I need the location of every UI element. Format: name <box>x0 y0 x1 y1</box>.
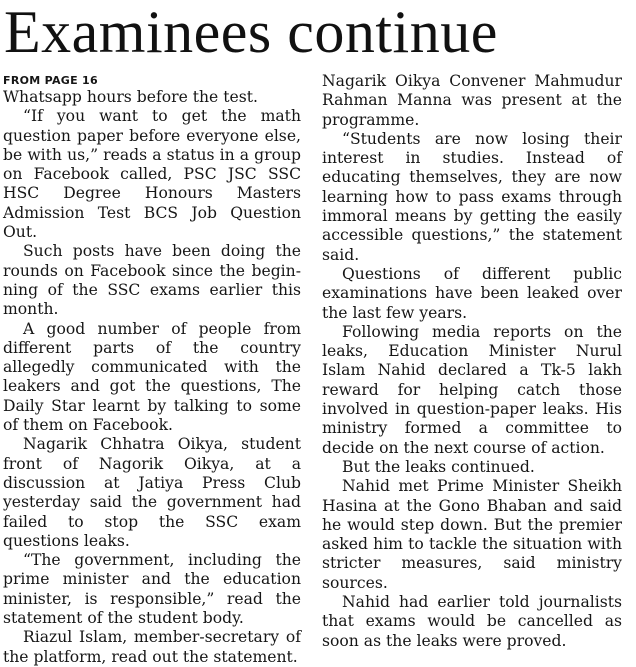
paragraph: Nahid met Prime Minister Sheikh Hasina at the Gono Bhaban and said he would step down. But the premier asked him to tackle the situation with stricter measures, said ministry sources. <box>322 477 622 592</box>
paragraph: A good number of people from different parts of the country allegedly communicated with the leakers and got the questions, The Daily Star learnt by talking to some of them on Facebook. <box>3 319 301 435</box>
paragraph: Nahid had earlier told journalists that exams would be cancelled as soon as the leaks were proved. <box>322 593 622 650</box>
article-column-right <box>322 72 622 651</box>
paragraph: Whatsapp hours before the test. <box>3 88 258 106</box>
paragraph: “Students are now losing their interest in studies. Instead of educating themselves, they are now learning how to pass exams through immoral means by getting the easily accessible questions,” the statement said. <box>322 129 622 264</box>
headline: Examinees continue <box>4 0 498 65</box>
paragraph: “If you want to get the math question paper before everyone else, be with us,” reads a status in a group on Facebook called, PSC JSC SSC HSC Degree Honours Masters Admission Test BCS Job Question Out. <box>3 107 301 242</box>
paragraph: But the leaks continued. <box>342 457 535 476</box>
paragraph: Such posts have been doing the rounds on Facebook since the beginning of the SSC exams earlier this month. <box>3 242 301 319</box>
article-column-left <box>3 72 301 667</box>
paragraph: Nagarik Chhatra Oikya, student front of Nagorik Oikya, at a discussion at Jatiya Press Club yesterday said the government had failed to stop the SSC exam questions leaks. <box>3 435 301 550</box>
paragraph: Nagarik Oikya Convener Mahmudur Rahman Manna was present at the programme. <box>322 72 622 129</box>
paragraph: “The government, including the prime minister and the education minister, is responsible,” read the statement of the student body. <box>3 551 301 628</box>
paragraph: Questions of different public examinations have been leaked over the last few years. <box>322 264 622 322</box>
paragraph: Following media reports on the leaks, Education Minister Nurul Islam Nahid declared a Tk-5 lakh reward for helping catch those involved in question-paper leaks. His ministry formed a committee to decide on the next course of action. <box>322 322 622 457</box>
continuation-kicker: FROM PAGE 16 <box>3 74 98 87</box>
paragraph: Riazul Islam, member-secretary of the platform, read out the statement. <box>3 628 301 666</box>
